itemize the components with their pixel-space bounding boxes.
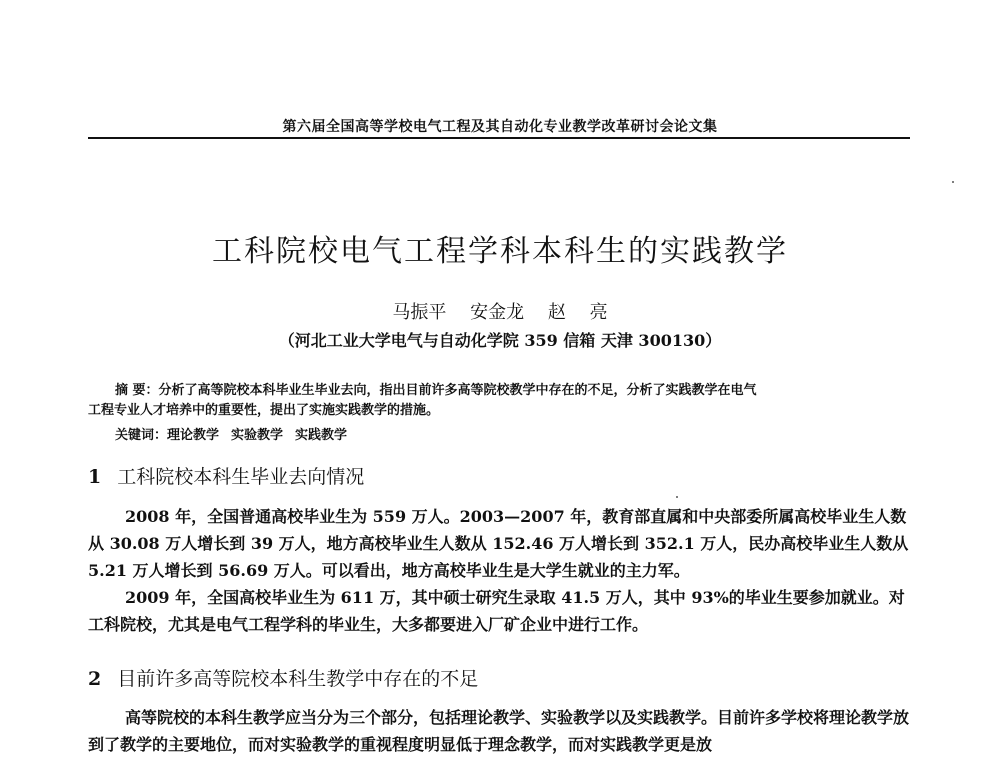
- keywords-label: 关键词：: [115, 428, 168, 443]
- section-heading-2: [88, 664, 478, 691]
- section-title: 工科院校本科生毕业去向情况: [117, 466, 365, 488]
- abstract-text-1: 分析了高等院校本科毕业生毕业去向，指出目前许多高等院校教学中存在的不足，分析了实践教学在电气: [158, 383, 757, 398]
- section-1-body: [88, 503, 910, 638]
- abstract-line-2: 工程专业人才培养中的重要性，提出了实施实践教学的措施。: [88, 403, 440, 418]
- scan-artifact: [676, 496, 678, 498]
- section-number: 1: [88, 466, 102, 488]
- paragraph: 高等院校的本科生教学应当分为三个部分，包括理论教学、实验教学以及实践教学。目前许多学校将理论教学放到了教学的主要地位，而对实验教学的重视程度明显低于理念教学，而对实践教学更是放: [88, 708, 910, 754]
- keyword-item: 理论教学: [167, 428, 220, 443]
- scan-artifact: [952, 181, 954, 183]
- affiliation: （河北工业大学电气与自动化学院 359 信箱 天津 300130）: [278, 331, 722, 350]
- section-number: 2: [88, 668, 102, 690]
- keyword-item: 实践教学: [295, 428, 348, 443]
- paper-title: 工科院校电气工程学科本科生的实践教学: [212, 234, 788, 269]
- keywords: [115, 424, 359, 443]
- header-rule: [88, 137, 910, 139]
- section-title: 目前许多高等院校本科生教学中存在的不足: [117, 668, 479, 690]
- keyword-item: 实验教学: [231, 428, 284, 443]
- authors: 马振平 安金龙 赵 亮: [392, 302, 608, 323]
- paragraph: 2008 年，全国普通高校毕业生为 559 万人。2003—2007 年，教育部直属和中央部委所属高校毕业生人数从 30.08 万人增长到 39 万人，地方高校毕业生人数从 152.46 万人增长到 352.1 万人，民办高校毕业生人数从 5.21 万人增长到 56.69 万人。可以看出，地方高校毕业生是大学生就业的主力军。: [88, 507, 909, 580]
- abstract-label: 摘 要：: [115, 383, 159, 398]
- abstract-line-1: [88, 381, 910, 401]
- abstract: [88, 381, 910, 421]
- section-2-body: [88, 704, 910, 758]
- running-header: 第六届全国高等学校电气工程及其自动化专业教学改革研讨会论文集: [282, 119, 718, 135]
- section-heading-1: [88, 462, 364, 489]
- paragraph: 2009 年，全国高校毕业生为 611 万，其中硕士研究生录取 41.5 万人，其中 93%的毕业生要参加就业。对工科院校，尤其是电气工程学科的毕业生，大多都要进入厂矿企业中进行工作。: [88, 588, 905, 634]
